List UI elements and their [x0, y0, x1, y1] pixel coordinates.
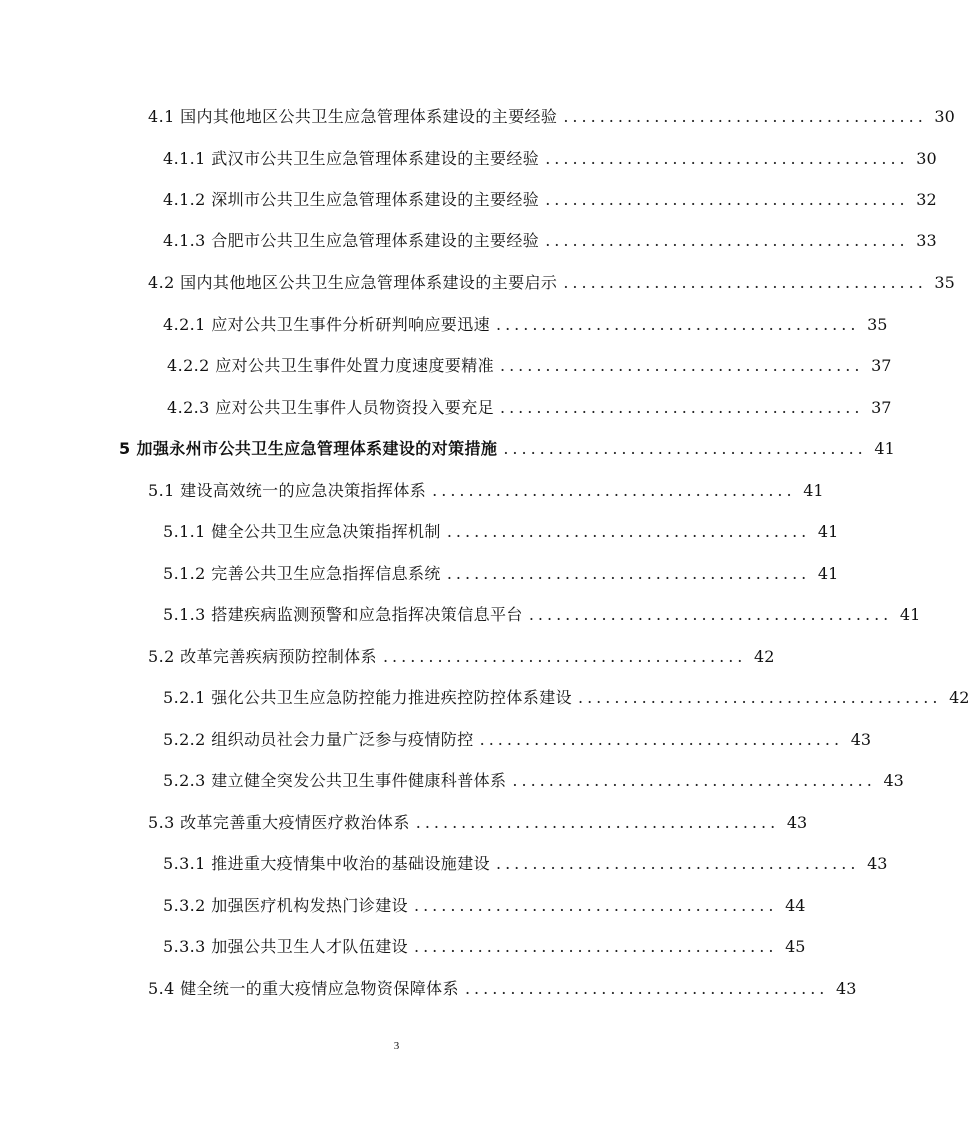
toc-leader-dots: ........................................: [446, 522, 811, 541]
toc-leader-dots: ........................................: [414, 896, 778, 915]
toc-leader-dots: ........................................: [382, 647, 747, 666]
toc-leader-dots: ........................................: [500, 356, 864, 375]
toc-entry-title: 5.2.2 组织动员社会力量广泛参与疫情防控: [163, 730, 474, 749]
toc-leader-dots: ........................................: [414, 937, 778, 956]
toc-entry[interactable]: [163, 311, 888, 339]
toc-entry-title: 5.1.3 搭建疾病监测预警和应急指挥决策信息平台: [163, 605, 523, 624]
toc-leader-dots: ........................................: [545, 231, 909, 250]
toc-entry[interactable]: [163, 145, 937, 173]
toc-entry-page: 43: [786, 813, 808, 832]
toc-entry[interactable]: [163, 767, 904, 795]
toc-entry[interactable]: [148, 809, 808, 837]
toc-entry-title: 4.1.2 深圳市公共卫生应急管理体系建设的主要经验: [163, 190, 540, 209]
toc-entry[interactable]: [148, 269, 955, 297]
toc-leader-dots: ........................................: [446, 564, 811, 583]
toc-entry-page: 41: [803, 481, 824, 500]
toc-entry-title: 5.1 建设高效统一的应急决策指挥体系: [148, 481, 427, 500]
toc-entry[interactable]: [163, 726, 872, 754]
toc-entry[interactable]: [148, 103, 955, 131]
toc-entry[interactable]: [148, 975, 857, 1003]
toc-entry-page: 43: [867, 854, 888, 873]
toc-entry-title: 4.1 国内其他地区公共卫生应急管理体系建设的主要经验: [148, 107, 558, 126]
toc-entry-title: 4.2.2 应对公共卫生事件处置力度速度要精准: [167, 356, 494, 375]
toc-entry[interactable]: [163, 560, 839, 588]
toc-entry-page: 41: [817, 564, 839, 583]
toc-entry-page: 41: [874, 439, 895, 458]
toc-entry-title: 4.2 国内其他地区公共卫生应急管理体系建设的主要启示: [148, 273, 558, 292]
toc-entry[interactable]: [163, 227, 937, 255]
toc-entry-page: 37: [871, 356, 892, 375]
toc-leader-dots: ........................................: [432, 481, 796, 500]
toc-entry-title: 5.4 健全统一的重大疫情应急物资保障体系: [148, 979, 459, 998]
toc-leader-dots: ........................................: [496, 315, 860, 334]
toc-entry-page: 41: [899, 605, 921, 624]
toc-entry-page: 30: [934, 107, 955, 126]
toc-entry[interactable]: [163, 518, 839, 546]
toc-leader-dots: ........................................: [545, 190, 909, 209]
toc-leader-dots: ........................................: [545, 149, 909, 168]
toc-leader-dots: ........................................: [528, 605, 893, 624]
toc-entry-title: 5.3 改革完善重大疫情医疗救治体系: [148, 813, 410, 832]
toc-entry-title: 5 加强永州市公共卫生应急管理体系建设的对策措施: [119, 439, 498, 458]
toc-entry[interactable]: [163, 933, 806, 961]
toc-entry-page: 33: [916, 231, 937, 250]
toc-leader-dots: ........................................: [415, 813, 780, 832]
toc-entry-page: 43: [883, 771, 904, 790]
toc-entry[interactable]: [148, 477, 824, 505]
toc-entry[interactable]: [163, 850, 888, 878]
toc-entry-title: 5.2 改革完善疾病预防控制体系: [148, 647, 377, 666]
toc-leader-dots: ........................................: [479, 730, 844, 749]
toc-entry[interactable]: [163, 684, 969, 712]
toc-entry[interactable]: [163, 601, 921, 629]
toc-leader-dots: ........................................: [496, 854, 860, 873]
toc-entry-title: 4.1.1 武汉市公共卫生应急管理体系建设的主要经验: [163, 149, 540, 168]
toc-leader-dots: ........................................: [512, 771, 876, 790]
toc-entry[interactable]: [163, 186, 937, 214]
toc-leader-dots: ........................................: [563, 273, 927, 292]
toc-entry-title: 4.2.1 应对公共卫生事件分析研判响应要迅速: [163, 315, 490, 334]
toc-entry-page: 44: [785, 896, 806, 915]
toc-entry-title: 5.2.3 建立健全突发公共卫生事件健康科普体系: [163, 771, 507, 790]
toc-entry-page: 41: [817, 522, 839, 541]
toc-entry[interactable]: [148, 643, 775, 671]
toc-entry-page: 32: [916, 190, 937, 209]
toc-entry-title: 5.3.1 推进重大疫情集中收治的基础设施建设: [163, 854, 490, 873]
toc-entry[interactable]: [167, 394, 892, 422]
toc-entry-title: 5.2.1 强化公共卫生应急防控能力推进疾控防控体系建设: [163, 688, 572, 707]
toc-leader-dots: ........................................: [563, 107, 927, 126]
toc-entry-page: 37: [871, 398, 892, 417]
toc-entry-page: 30: [916, 149, 937, 168]
toc-entry-title: 5.1.2 完善公共卫生应急指挥信息系统: [163, 564, 441, 583]
toc-entry-chapter[interactable]: [119, 435, 895, 463]
toc-entry-page: 43: [850, 730, 872, 749]
toc-leader-dots: ........................................: [578, 688, 942, 707]
toc-entry-title: 4.2.3 应对公共卫生事件人员物资投入要充足: [167, 398, 494, 417]
toc-entry-title: 5.3.3 加强公共卫生人才队伍建设: [163, 937, 408, 956]
toc-entry-title: 5.1.1 健全公共卫生应急决策指挥机制: [163, 522, 441, 541]
toc-leader-dots: ........................................: [464, 979, 829, 998]
toc-leader-dots: ........................................: [503, 439, 867, 458]
toc-leader-dots: ........................................: [500, 398, 864, 417]
toc-entry-page: 35: [867, 315, 888, 334]
toc-entry-page: 45: [785, 937, 806, 956]
toc-entry-page: 35: [934, 273, 955, 292]
toc-entry-page: 42: [754, 647, 775, 666]
page-number: 3: [393, 1040, 400, 1052]
toc-entry[interactable]: [167, 352, 892, 380]
toc-entry-title: 4.1.3 合肥市公共卫生应急管理体系建设的主要经验: [163, 231, 540, 250]
toc-entry-page: 43: [836, 979, 857, 998]
toc-entry-page: 42: [949, 688, 969, 707]
toc-entry-title: 5.3.2 加强医疗机构发热门诊建设: [163, 896, 408, 915]
toc-entry[interactable]: [163, 892, 806, 920]
